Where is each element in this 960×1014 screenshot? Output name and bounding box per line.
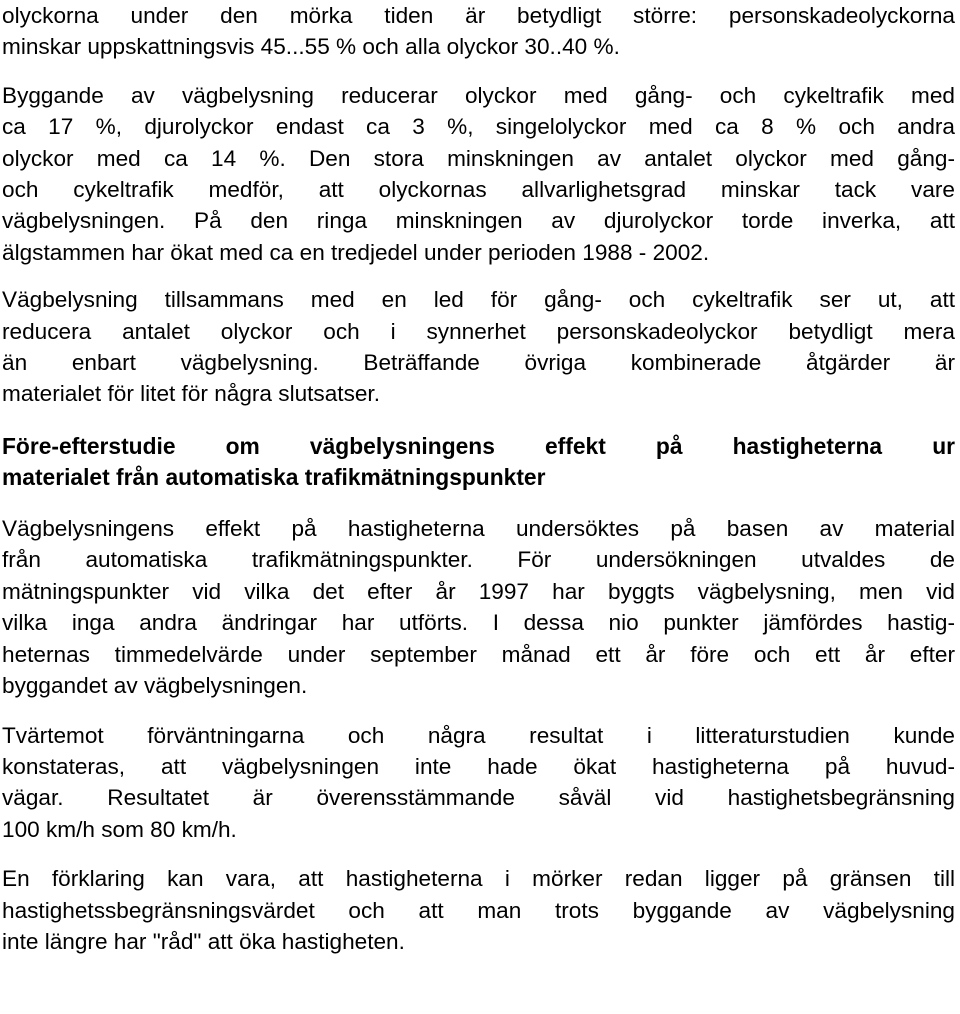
paragraph-combined-measures: [2, 284, 955, 410]
text-line: hastighetssbegränsningsvärdet och att man trots byggande av vägbelysning: [2, 897, 955, 923]
text-line: Tvärtemot förväntningarna och några resultat i litteraturstudien kunde: [2, 722, 955, 748]
text-line: och cykeltrafik medför, att olyckornas allvarlighetsgrad minskar tack vare: [2, 177, 955, 203]
text-line: minskar uppskattningsvis 45...55 % och alla olyckor 30..40 %.: [2, 34, 620, 60]
text-line: Byggande av vägbelysning reducerar olyckor med gång- och cykeltrafik med: [2, 82, 955, 108]
text-line: vägar. Resultatet är överensstämmande såväl vid hastighetsbegränsning: [2, 785, 955, 811]
paragraph-explanation: [2, 863, 955, 957]
text-line: vägbelysningen. På den ringa minskningen av djurolyckor torde inverka, att: [2, 208, 955, 234]
text-line: reducera antalet olyckor och i synnerhet personskadeolyckor betydligt mera: [2, 318, 955, 344]
text-line: konstateras, att vägbelysningen inte hade ökat hastigheterna på huvud-: [2, 753, 955, 779]
paragraph-lighting-effect-by-type: [2, 80, 955, 268]
paragraph-accident-reduction-dark: [2, 0, 955, 63]
text-line: än enbart vägbelysning. Beträffande övriga kombinerade åtgärder är: [2, 350, 955, 376]
text-line: ca 17 %, djurolyckor endast ca 3 %, singelolyckor med ca 8 % och andra: [2, 114, 955, 140]
text-line: mätningspunkter vid vilka det efter år 1997 har byggts vägbelysning, men vid: [2, 578, 955, 604]
text-line: materialet för litet för några slutsatser.: [2, 381, 380, 407]
text-line: inte längre har "råd" att öka hastigheten.: [2, 928, 405, 954]
text-line: älgstammen har ökat med ca en tredjedel under perioden 1988 - 2002.: [2, 239, 710, 265]
text-line: En förklaring kan vara, att hastigheterna i mörker redan ligger på gränsen till: [2, 866, 955, 892]
text-line: 100 km/h som 80 km/h.: [2, 816, 237, 842]
text-line: olyckorna under den mörka tiden är betydligt större: personskadeolyckorna: [2, 3, 955, 28]
paragraph-study-method: [2, 513, 955, 701]
text-line: vilka inga andra ändringar har utförts. I dessa nio punkter jämfördes hastig-: [2, 610, 955, 636]
paragraph-study-results: [2, 720, 955, 846]
text-line: Vägbelysningens effekt på hastigheterna undersöktes på basen av material: [2, 516, 955, 542]
text-line: heternas timmedelvärde under september månad ett år före och ett år efter: [2, 641, 955, 667]
heading-line: Före-efterstudie om vägbelysningens effekt på hastigheterna ur: [2, 432, 955, 459]
text-line: byggandet av vägbelysningen.: [2, 673, 308, 699]
text-line: Vägbelysning tillsammans med en led för gång- och cykeltrafik ser ut, att: [2, 287, 955, 313]
text-line: från automatiska trafikmätningspunkter. För undersökningen utvaldes de: [2, 547, 955, 573]
text-line: olyckor med ca 14 %. Den stora minskningen av antalet olyckor med gång-: [2, 145, 955, 171]
section-heading: [2, 431, 955, 494]
heading-line: materialet från automatiska trafikmätningspunkter: [2, 464, 546, 491]
document-page: [2, 0, 955, 957]
